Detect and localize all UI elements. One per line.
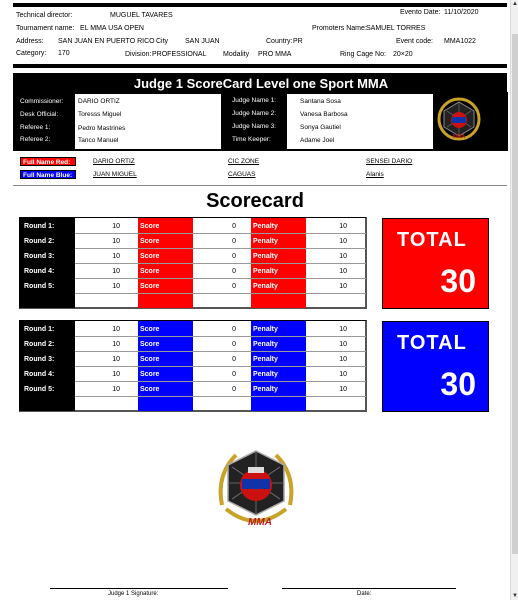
red-total-box <box>382 218 489 309</box>
round-label: Round 1: <box>24 223 55 230</box>
round-value: 10 <box>112 356 120 363</box>
technical-director-label: Technical director: <box>16 12 73 19</box>
penalty-value: 10 <box>339 253 347 260</box>
vertical-scrollbar[interactable] <box>510 0 518 600</box>
score-value: 0 <box>232 238 236 245</box>
ring-label: Ring Cage No: <box>340 51 386 58</box>
category-value: 170 <box>58 50 70 57</box>
score-label: Score <box>140 223 160 230</box>
blue-total-value: 30 <box>440 366 476 402</box>
modality-label: Modality <box>223 51 250 58</box>
judge-signature-line <box>50 588 228 589</box>
round-value: 10 <box>112 268 120 275</box>
category-label: Category: <box>16 50 47 57</box>
penalty-label: Penalty <box>253 283 278 290</box>
score-value: 0 <box>232 386 236 393</box>
tournament-label: Tournament name: <box>16 25 75 32</box>
round-value: 10 <box>112 223 120 230</box>
penalty-label: Penalty <box>253 238 278 245</box>
blue-total-box <box>382 321 489 412</box>
score-value: 0 <box>232 356 236 363</box>
event-date-value: 11/10/2020 <box>444 9 479 16</box>
penalty-label: Penalty <box>253 386 278 393</box>
penalty-value: 10 <box>339 268 347 275</box>
city-label: City <box>156 38 169 45</box>
red-total-value: 30 <box>440 263 476 299</box>
score-label: Score <box>140 238 160 245</box>
commissioner-value: DARIO ORTIZ <box>78 98 120 105</box>
referee1-label: Referee 1: <box>20 124 51 131</box>
address-label: Address: <box>16 38 44 45</box>
mma-cage-logo-icon <box>437 97 481 141</box>
scorecard-title: Scorecard <box>206 190 304 212</box>
judge1-label: Judge Name 1: <box>232 97 277 104</box>
logo-big-text: MMA <box>248 517 272 528</box>
round-label: Round 5: <box>24 283 55 290</box>
division-label: Division: <box>125 51 152 58</box>
blue-fighter-team: CAGUAS <box>228 171 256 178</box>
penalty-label: Penalty <box>253 253 278 260</box>
technical-director-value: MUGUEL TAVARES <box>110 12 173 19</box>
score-value: 0 <box>232 268 236 275</box>
round-label: Round 3: <box>24 356 55 363</box>
penalty-label: Penalty <box>253 223 278 230</box>
timekeeper-label: Time Keeper: <box>232 136 271 143</box>
score-value: 0 <box>232 326 236 333</box>
event-date-label: Evento Date: <box>400 9 441 16</box>
penalty-label: Penalty <box>253 268 278 275</box>
round-value: 10 <box>112 341 120 348</box>
judge2-label: Judge Name 2: <box>232 110 277 117</box>
round-value: 10 <box>112 326 120 333</box>
fighters-divider <box>13 185 507 186</box>
score-value: 0 <box>232 341 236 348</box>
city-value: SAN JUAN <box>185 38 220 45</box>
red-fighter-name: DARIO ORTIZ <box>93 158 135 165</box>
desk-label: Desk Official: <box>20 111 59 118</box>
judge-signature-label: Judge 1 Signature: <box>108 591 159 597</box>
judge-title: Judge 1 ScoreCard Level one Sport MMA <box>133 76 389 91</box>
mma-cage-logo-large-icon <box>212 445 300 537</box>
judge1-value: Santana Sosa <box>300 98 341 105</box>
round-label: Round 1: <box>24 326 55 333</box>
red-name-tag: Full Name Red: <box>20 157 76 166</box>
division-value: PROFESSIONAL <box>152 51 207 58</box>
date-signature-label: Date: <box>357 591 372 597</box>
referee2-label: Referee 2: <box>20 136 51 143</box>
scroll-up-icon[interactable]: ▲ <box>512 1 518 7</box>
score-label: Score <box>140 283 160 290</box>
ring-value: 20×20 <box>393 51 413 58</box>
address-value: SAN JUAN EN PUERTO RICO <box>58 38 155 45</box>
event-code-label: Event code: <box>396 38 433 45</box>
penalty-value: 10 <box>339 356 347 363</box>
scroll-thumb[interactable] <box>512 34 518 554</box>
score-label: Score <box>140 371 160 378</box>
judge2-value: Vanesa Barbosa <box>300 111 348 118</box>
penalty-value: 10 <box>339 371 347 378</box>
commissioner-label: Commissioner: <box>20 98 64 105</box>
referee2-value: Tanco Manuel <box>78 137 119 144</box>
penalty-value: 10 <box>339 238 347 245</box>
top-bar <box>13 3 507 7</box>
penalty-label: Penalty <box>253 341 278 348</box>
penalty-value: 10 <box>339 386 347 393</box>
logo-small-text: MMA <box>453 134 465 140</box>
judge3-value: Sonya Gautiel <box>300 124 341 131</box>
penalty-value: 10 <box>339 223 347 230</box>
blue-name-tag: Full Name Blue: <box>20 170 76 179</box>
blue-fighter-name: JUAN MIGUEL <box>93 171 137 178</box>
blue-total-label: TOTAL <box>397 332 467 354</box>
round-label: Round 2: <box>24 238 55 245</box>
country-label: Country: <box>266 38 293 45</box>
score-label: Score <box>140 386 160 393</box>
red-fighter-coach: SENSEI DARIO <box>366 158 413 165</box>
score-label: Score <box>140 268 160 275</box>
penalty-value: 10 <box>339 341 347 348</box>
scroll-down-icon[interactable]: ▼ <box>512 593 518 599</box>
promoters-value: SAMUEL TORRES <box>366 25 426 32</box>
blue-score-table <box>19 320 367 412</box>
header-divider <box>13 64 507 68</box>
round-value: 10 <box>112 253 120 260</box>
red-total-label: TOTAL <box>397 229 467 251</box>
score-label: Score <box>140 253 160 260</box>
score-label: Score <box>140 326 160 333</box>
judge-panel <box>13 73 507 151</box>
date-signature-line <box>282 588 456 589</box>
score-value: 0 <box>232 253 236 260</box>
round-label: Round 5: <box>24 386 55 393</box>
penalty-value: 10 <box>339 283 347 290</box>
red-fighter-team: CIC ZONE <box>228 158 260 165</box>
country-value: PR <box>293 38 303 45</box>
penalty-value: 10 <box>339 326 347 333</box>
tournament-value: EL MMA USA OPEN <box>80 25 144 32</box>
modality-value: PRO MMA <box>258 51 292 58</box>
round-label: Round 4: <box>24 371 55 378</box>
red-score-table <box>19 217 367 309</box>
promoters-label: Promoters Name: <box>312 25 367 32</box>
timekeeper-value: Adame Joel <box>300 137 335 144</box>
judge3-label: Judge Name 3: <box>232 123 277 130</box>
penalty-label: Penalty <box>253 326 278 333</box>
score-value: 0 <box>232 371 236 378</box>
score-label: Score <box>140 356 160 363</box>
round-value: 10 <box>112 371 120 378</box>
judge-inner <box>14 92 508 151</box>
score-value: 0 <box>232 283 236 290</box>
round-label: Round 3: <box>24 253 55 260</box>
round-label: Round 2: <box>24 341 55 348</box>
score-value: 0 <box>232 223 236 230</box>
round-label: Round 4: <box>24 268 55 275</box>
penalty-label: Penalty <box>253 371 278 378</box>
referee1-value: Pedro Mastrines <box>78 125 126 132</box>
round-value: 10 <box>112 238 120 245</box>
round-value: 10 <box>112 386 120 393</box>
desk-value: Toresss Miguel <box>78 111 122 118</box>
event-code-value: MMA1022 <box>444 38 476 45</box>
penalty-label: Penalty <box>253 356 278 363</box>
round-value: 10 <box>112 283 120 290</box>
blue-fighter-coach: Alanis <box>366 171 384 178</box>
score-label: Score <box>140 341 160 348</box>
